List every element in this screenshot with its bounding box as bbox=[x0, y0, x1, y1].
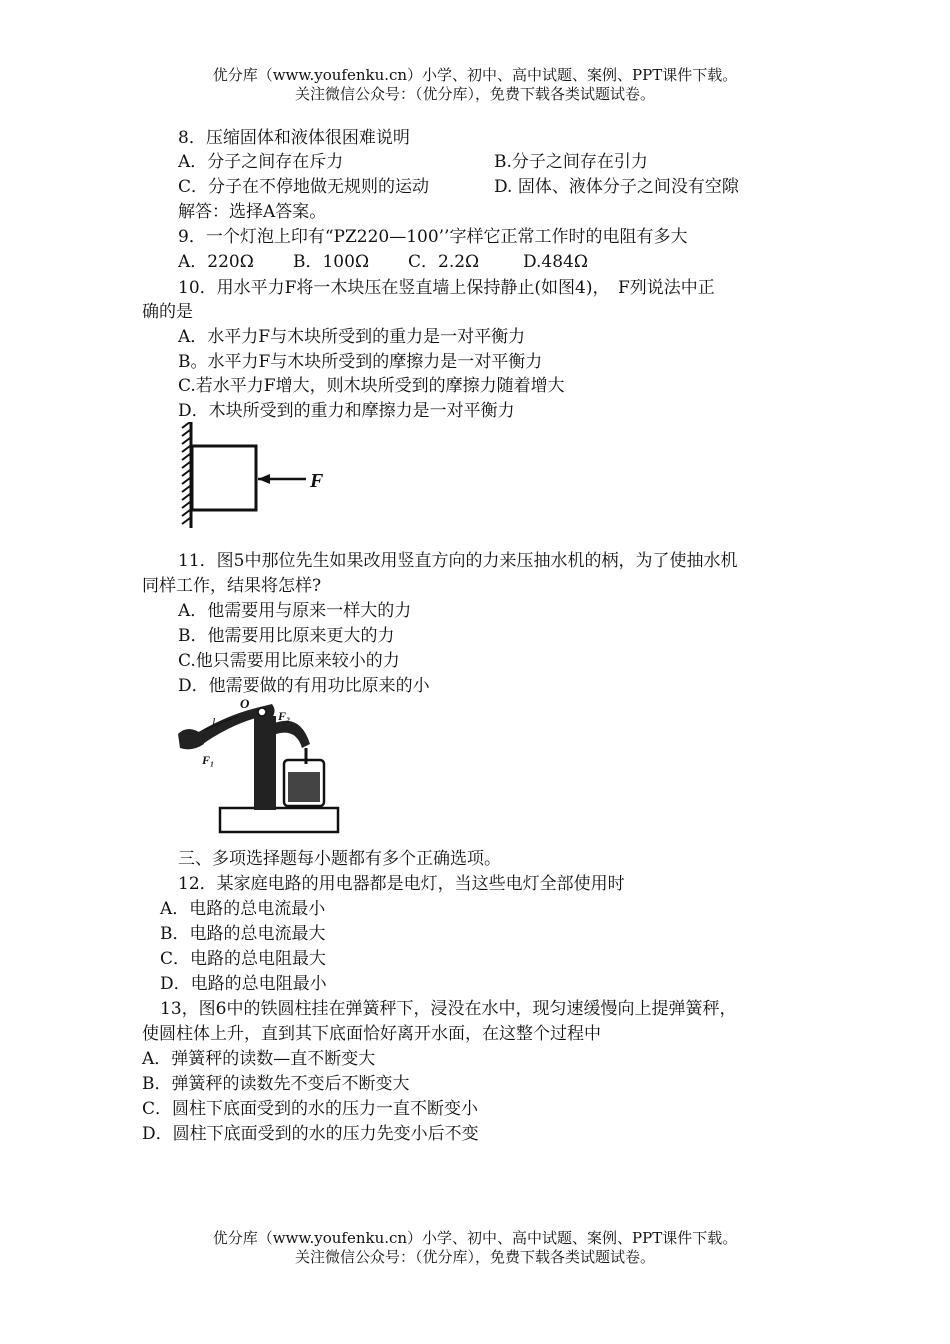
q13-option-a: A．弹簧秤的读数—直不断变大 bbox=[142, 1049, 376, 1069]
bucket-water bbox=[288, 772, 320, 802]
q11-stem-line-2: 同样工作，结果将怎样? bbox=[142, 576, 322, 596]
label-f1: F₁ bbox=[202, 753, 215, 767]
q10-stem-line-2: 确的是 bbox=[142, 302, 193, 322]
q11-option-b: B．他需要用比原来更大的力 bbox=[178, 626, 395, 646]
q10-stem-line-1: 10．用水平力F将一木块压在竖直墙上保持静止(如图4)， F列说法中正 bbox=[178, 278, 715, 298]
figure-block-on-wall bbox=[178, 422, 338, 530]
pump-spout bbox=[272, 721, 310, 748]
section-3-title: 三、多项选择题每小题都有多个正确选项。 bbox=[178, 849, 501, 869]
pump-column bbox=[254, 716, 276, 810]
q13-option-b: B．弹簧秤的读数先不变后不断变大 bbox=[142, 1074, 410, 1094]
q13-stem-line-1: 13，图6中的铁圆柱挂在弹簧秤下，浸没在水中，现匀速缓慢向上提弹簧秤， bbox=[160, 999, 737, 1019]
q8-option-d: D. 固体、液体分子之间没有空隙 bbox=[494, 177, 739, 197]
q12-option-a: A．电路的总电流最小 bbox=[160, 899, 326, 919]
q12-option-c: C．电路的总电阻最大 bbox=[160, 949, 327, 969]
q9-stem: 9．一个灯泡上印有“PZ220—100’’字样它正常工作时的电阻有多大 bbox=[178, 227, 688, 247]
q12-option-b: B．电路的总电流最大 bbox=[160, 924, 326, 944]
q10-option-c: C.若水平力F增大，则木块所受到的摩擦力随着增大 bbox=[178, 376, 565, 396]
label-l1: l₁ bbox=[212, 715, 220, 729]
q12-option-d: D．电路的总电阻最小 bbox=[160, 974, 327, 994]
q11-option-a: A．他需要用与原来一样大的力 bbox=[178, 601, 412, 621]
footer-line-1: 优分库（www.youfenku.cn）小学、初中、高中试题、案例、PPT课件下载。 bbox=[212, 1229, 738, 1247]
label-o: O bbox=[240, 696, 250, 711]
q8-answer: 解答：选择A答案。 bbox=[178, 202, 327, 222]
footer-line-2: 关注微信公众号：（优分库），免费下载各类试题试卷。 bbox=[294, 1248, 655, 1266]
q11-option-c: C.他只需要用比原来较小的力 bbox=[178, 651, 400, 671]
force-label: F bbox=[310, 470, 324, 492]
page-header bbox=[0, 66, 950, 104]
q11-option-d: D．他需要做的有用功比原来的小 bbox=[178, 676, 430, 696]
force-arrowhead bbox=[258, 474, 270, 484]
header-line-1: 优分库（www.youfenku.cn）小学、初中、高中试题、案例、PPT课件下载。 bbox=[212, 66, 738, 84]
q8-option-b: B.分子之间存在引力 bbox=[494, 152, 648, 172]
q13-option-d: D．圆柱下底面受到的水的压力先变小后不变 bbox=[142, 1124, 479, 1144]
q10-option-b: B。水平力F与木块所受到的摩擦力是一对平衡力 bbox=[178, 352, 543, 372]
q9-option-b: B．100Ω bbox=[293, 252, 370, 272]
q9-option-d: D.484Ω bbox=[523, 252, 588, 272]
q9-option-a: A．220Ω bbox=[178, 252, 254, 272]
header-line-2: 关注微信公众号：（优分库），免费下载各类试题试卷。 bbox=[294, 85, 655, 103]
q13-stem-line-2: 使圆柱体上升，直到其下底面恰好离开水面，在这整个过程中 bbox=[142, 1024, 601, 1044]
q10-option-d: D．木块所受到的重力和摩擦力是一对平衡力 bbox=[178, 401, 515, 421]
figure-water-pump bbox=[172, 694, 350, 840]
wall-hatching bbox=[182, 422, 190, 524]
pump-base bbox=[220, 808, 338, 832]
q12-stem: 12．某家庭电路的用电器都是电灯，当这些电灯全部使用时 bbox=[178, 874, 625, 894]
label-f2: F₂ bbox=[278, 709, 291, 723]
page-footer bbox=[0, 1229, 950, 1267]
q11-stem-line-1: 11．图5中那位先生如果改用竖直方向的力来压抽水机的柄，为了使抽水机 bbox=[178, 551, 738, 571]
q13-option-c: C．圆柱下底面受到的水的压力一直不断变小 bbox=[142, 1099, 479, 1119]
q8-stem: 8．压缩固体和液体很困难说明 bbox=[178, 128, 410, 148]
q8-option-a: A．分子之间存在斥力 bbox=[178, 152, 344, 172]
wooden-block bbox=[192, 446, 256, 510]
q10-option-a: A．水平力F与木块所受到的重力是一对平衡力 bbox=[178, 327, 526, 347]
handle-pivot bbox=[258, 708, 266, 716]
q9-option-c: C．2.2Ω bbox=[408, 252, 480, 272]
q8-option-c: C．分子在不停地做无规则的运动 bbox=[178, 177, 430, 197]
